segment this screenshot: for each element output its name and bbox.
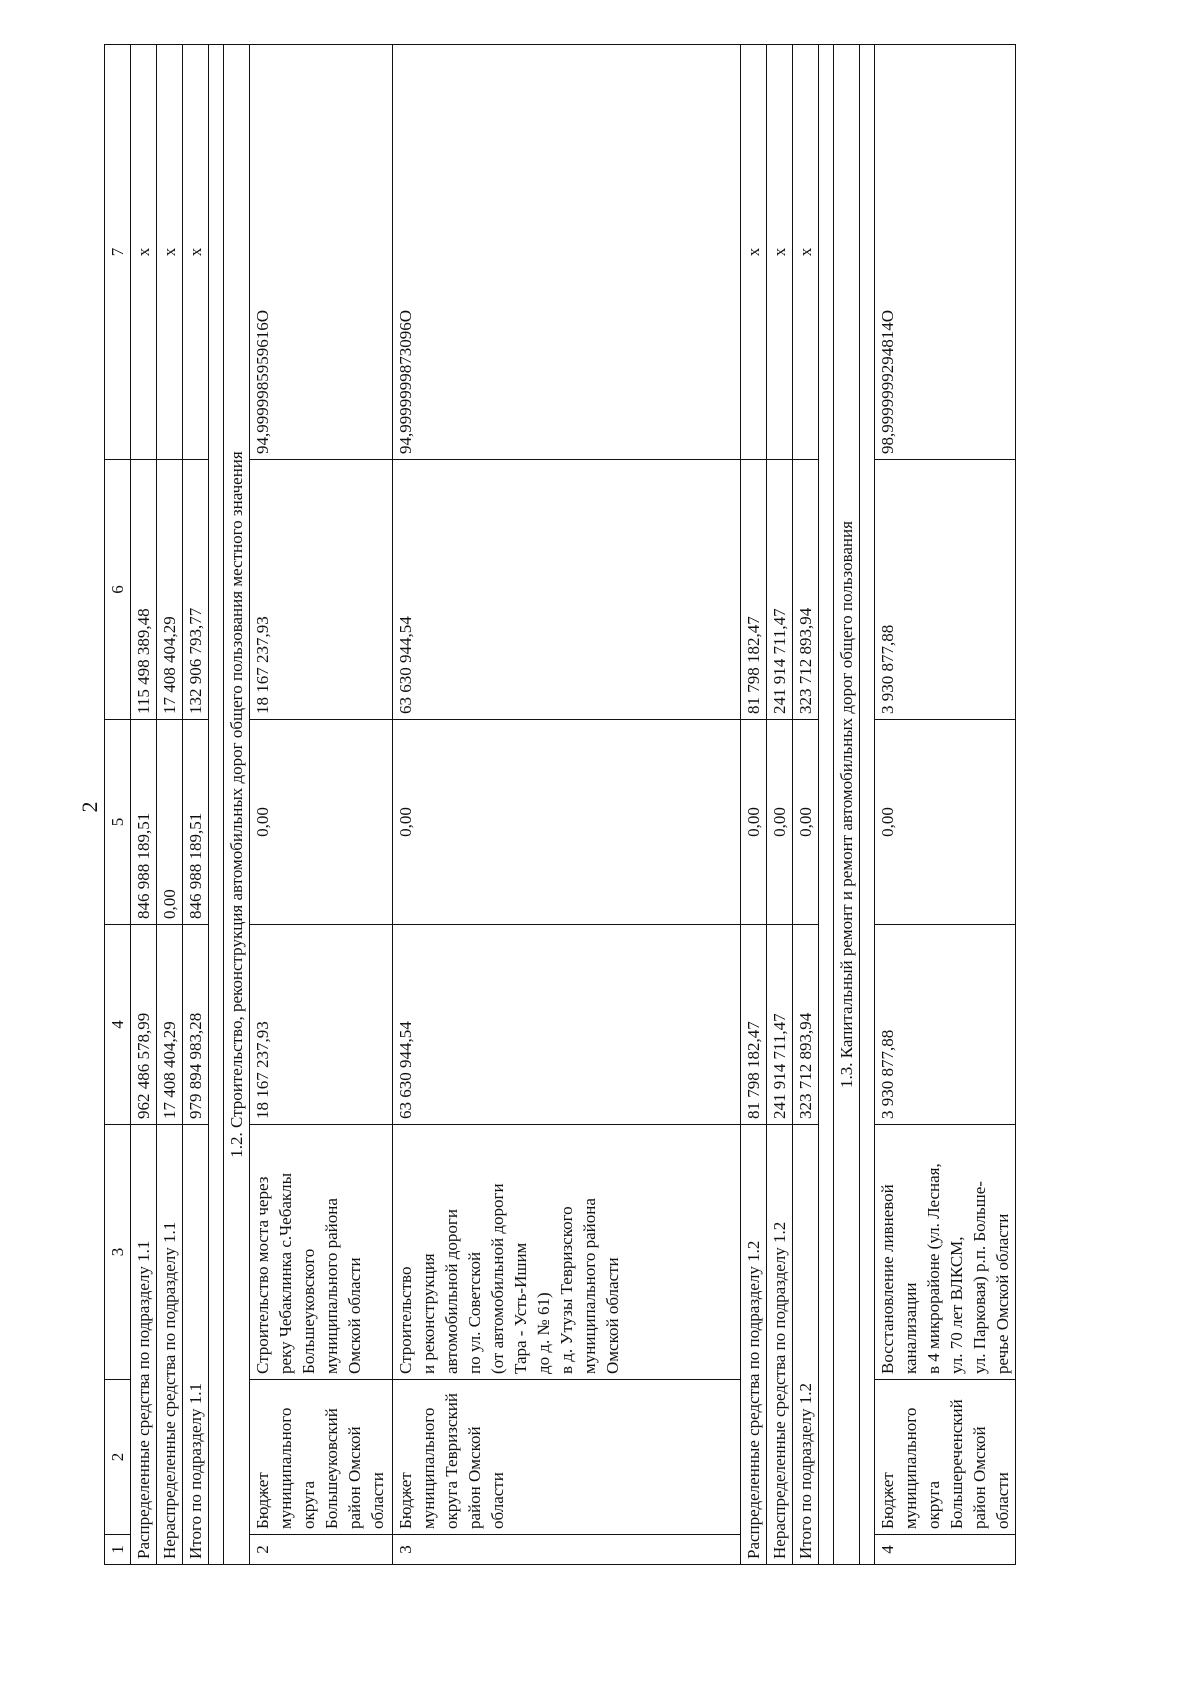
cell-col4: 17 408 404,29: [157, 925, 183, 1125]
cell-col5: 846 988 189,51: [183, 720, 209, 925]
budget-allocation-table: [104, 44, 1016, 1565]
page-number: 2: [77, 801, 102, 813]
cell-col6: 63 630 944,54: [393, 460, 741, 720]
totals-label: Распределенные средства по подразделу 1.1: [131, 1125, 157, 1565]
row-number: 2: [250, 1535, 393, 1565]
cell-col6: 17 408 404,29: [157, 460, 183, 720]
cell-col7: x: [157, 45, 183, 460]
cell-col6: 323 712 893,94: [793, 460, 819, 720]
row-number: 3: [393, 1535, 741, 1565]
spacer-row: [860, 45, 875, 1565]
cell-col5: 0,00: [157, 720, 183, 925]
cell-col4: 18 167 237,93: [250, 925, 393, 1125]
spacer-row: [819, 45, 834, 1565]
spacer-cell: [819, 45, 834, 1565]
section-title-1-3: 1.3. Капитальный ремонт и ремонт автомобильных дорог общего пользования: [834, 45, 860, 1565]
object-cell: Строительство и реконструкция автомобильной дороги по ул. Советской (от автомобильной дороги Тара - Усть-Ишим до д. № 61) в д. Утузы Тевризского муниципального района Омской области: [393, 1125, 741, 1380]
totals-row: [741, 45, 767, 1565]
cell-col4: 323 712 893,94: [793, 925, 819, 1125]
cell-col5: 0,00: [741, 720, 767, 925]
column-header: 3: [105, 1125, 131, 1380]
spacer-cell: [209, 45, 224, 1565]
cell-col4: 979 894 983,28: [183, 925, 209, 1125]
cell-col6: 81 798 182,47: [741, 460, 767, 720]
cell-col6: 241 914 711,47: [767, 460, 793, 720]
table-row: [393, 45, 741, 1565]
column-header: 6: [105, 460, 131, 720]
totals-row: [131, 45, 157, 1565]
recipient-cell: Бюджет муниципального округа Большеуковский район Омской области: [250, 1380, 393, 1535]
cell-col6: 115 498 389,48: [131, 460, 157, 720]
cell-col6: 3 930 877,88: [875, 460, 1016, 720]
cell-col5: 0,00: [875, 720, 1016, 925]
column-header: 1: [105, 1535, 131, 1565]
recipient-cell: Бюджет муниципального округа Большереченский район Омской области: [875, 1380, 1016, 1535]
rotated-table-container: [104, 45, 1016, 1565]
cell-col7: 94,9999985959616О: [250, 45, 393, 460]
cell-col4: 3 930 877,88: [875, 925, 1016, 1125]
totals-row: [793, 45, 819, 1565]
cell-col6: 18 167 237,93: [250, 460, 393, 720]
cell-col7: x: [741, 45, 767, 460]
cell-col7: x: [183, 45, 209, 460]
cell-col4: 81 798 182,47: [741, 925, 767, 1125]
cell-col6: 132 906 793,77: [183, 460, 209, 720]
column-header: 4: [105, 925, 131, 1125]
spacer-row: [209, 45, 224, 1565]
cell-col7: 98,9999999294814О: [875, 45, 1016, 460]
cell-col5: 0,00: [793, 720, 819, 925]
cell-col7: x: [793, 45, 819, 460]
cell-col7: 94,9999999873096О: [393, 45, 741, 460]
section-title-row: [224, 45, 250, 1565]
column-header: 2: [105, 1380, 131, 1535]
row-number: 4: [875, 1535, 1016, 1565]
totals-row: [183, 45, 209, 1565]
recipient-cell: Бюджет муниципального округа Тевризский район Омской области: [393, 1380, 741, 1535]
table-row: [250, 45, 393, 1565]
totals-label: Итого по подразделу 1.2: [793, 1125, 819, 1565]
cell-col5: 0,00: [393, 720, 741, 925]
totals-label: Нераспределенные средства по подразделу 1.1: [157, 1125, 183, 1565]
cell-col4: 63 630 944,54: [393, 925, 741, 1125]
section-title-row: [834, 45, 860, 1565]
cell-col7: x: [767, 45, 793, 460]
object-cell: Строительство моста через реку Чебаклинка с.Чебаклы Большеуковского муниципального района Омской области: [250, 1125, 393, 1380]
cell-col7: x: [131, 45, 157, 460]
column-header: 7: [105, 45, 131, 460]
cell-col4: 241 914 711,47: [767, 925, 793, 1125]
cell-col5: 0,00: [767, 720, 793, 925]
column-number-row: [105, 45, 131, 1565]
totals-label: Итого по подразделу 1.1: [183, 1125, 209, 1565]
table-row: [875, 45, 1016, 1565]
totals-row: [767, 45, 793, 1565]
cell-col5: 846 988 189,51: [131, 720, 157, 925]
totals-label: Нераспределенные средства по подразделу 1.2: [767, 1125, 793, 1565]
column-header: 5: [105, 720, 131, 925]
object-cell: Восстановление ливневой канализации в 4 микрорайоне (ул. Лесная, ул. 70 лет ВЛКСМ, ул. Парковая) р.п. Больше- речье Омской области: [875, 1125, 1016, 1380]
cell-col5: 0,00: [250, 720, 393, 925]
cell-col4: 962 486 578,99: [131, 925, 157, 1125]
spacer-cell: [860, 45, 875, 1565]
section-title-1-2: 1.2. Строительство, реконструкция автомобильных дорог общего пользования местного значения: [224, 45, 250, 1565]
totals-label: Распределенные средства по подразделу 1.2: [741, 1125, 767, 1565]
totals-row: [157, 45, 183, 1565]
